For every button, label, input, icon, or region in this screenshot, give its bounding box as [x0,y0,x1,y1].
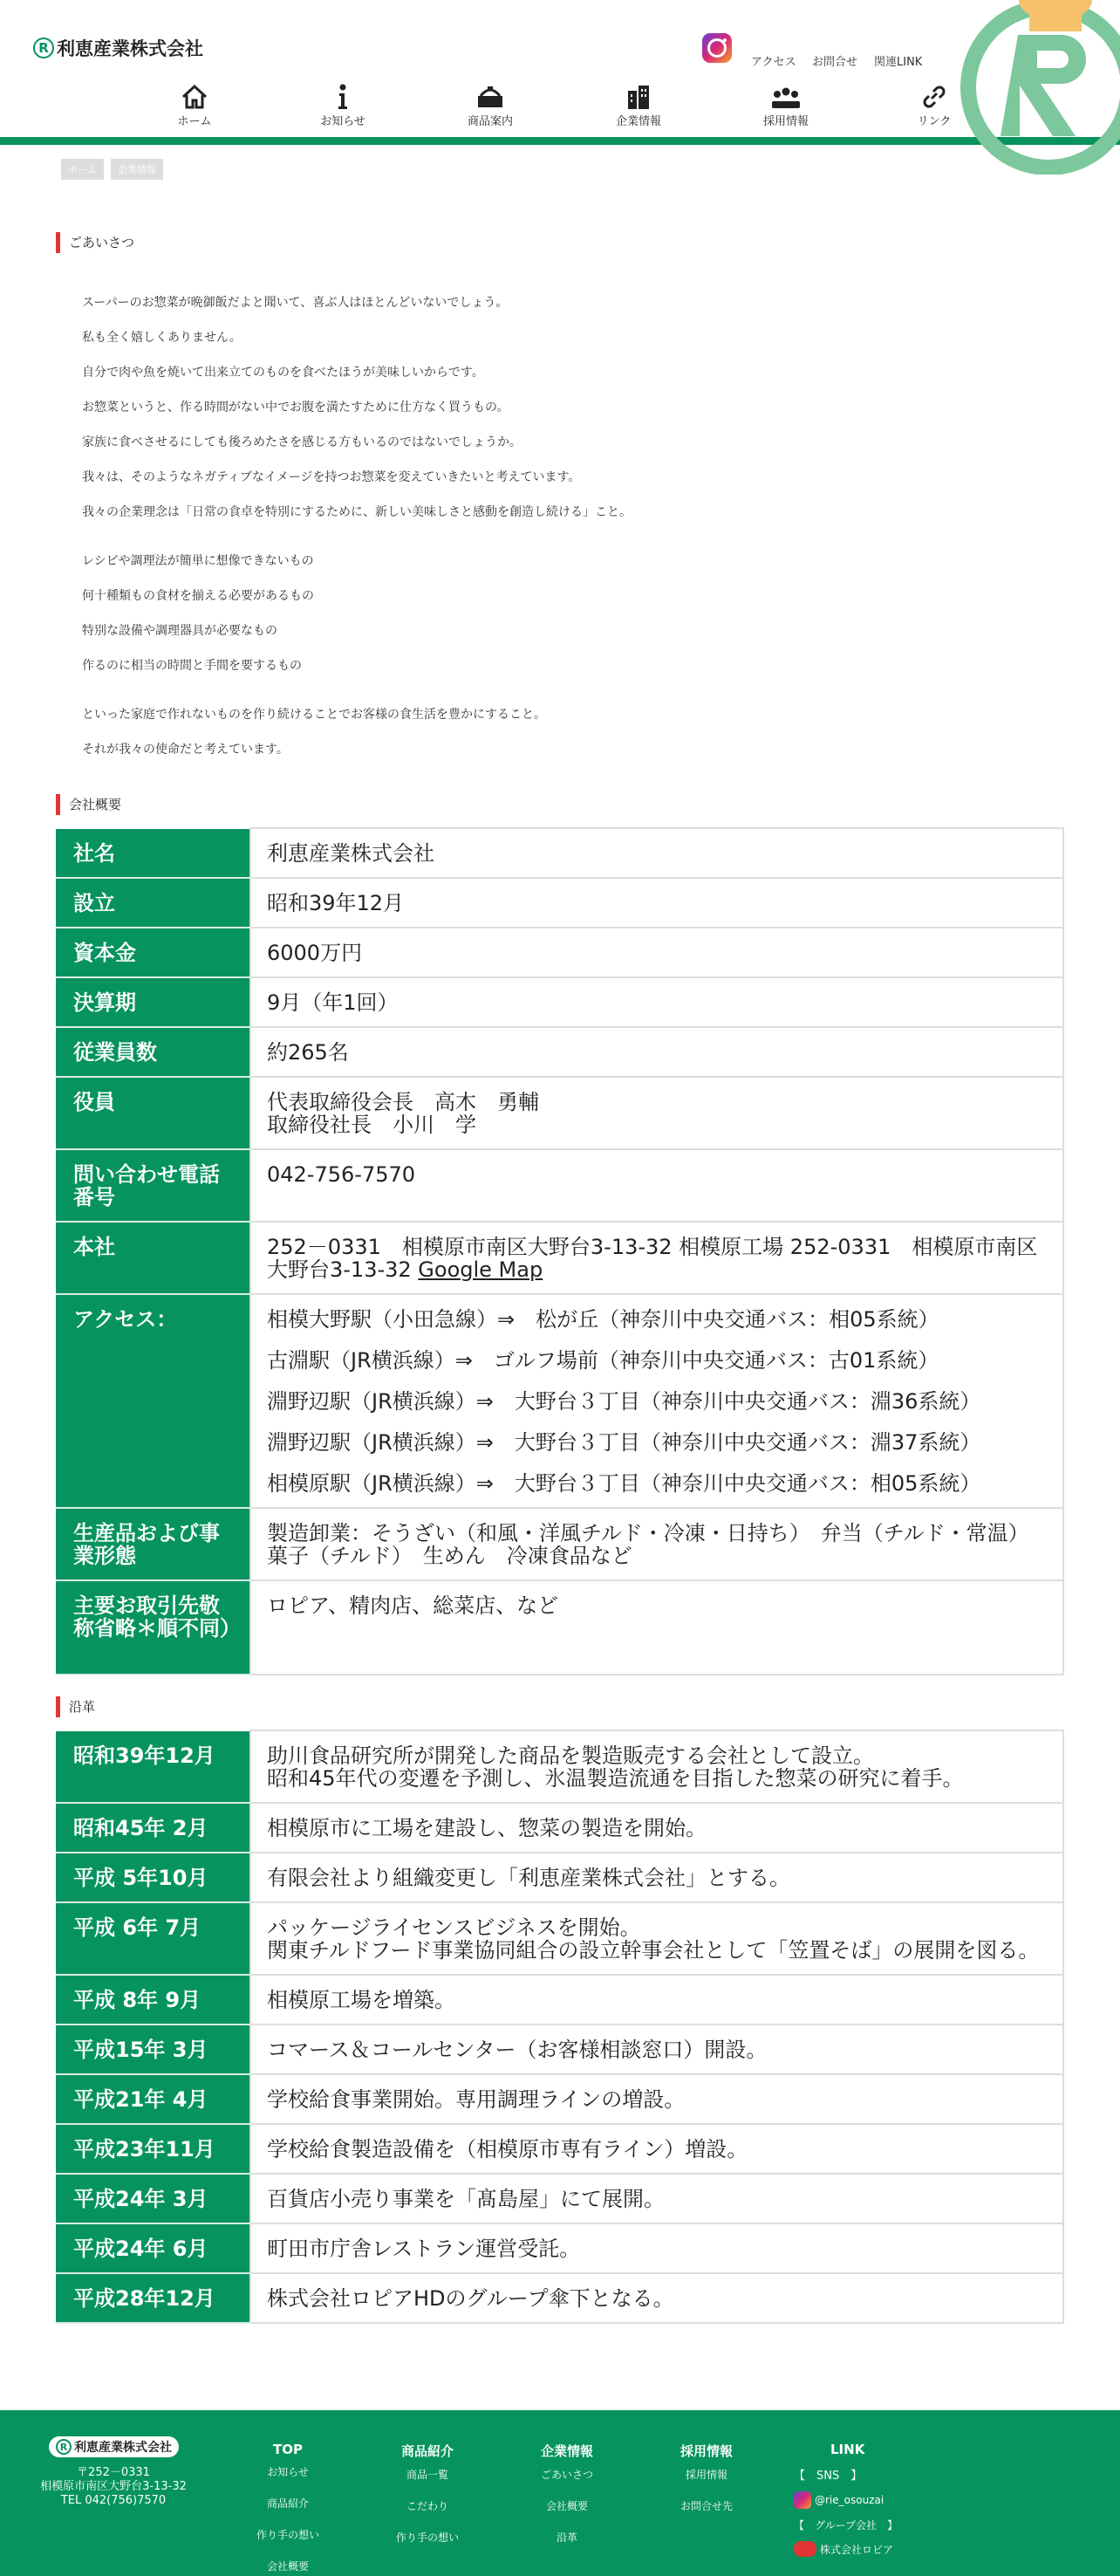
table-row [57,1027,1063,1077]
link-icon [920,84,948,110]
footer-tel: TEL 042(756)7570 [60,2494,167,2507]
logo-mark-icon: R [56,2439,72,2455]
footer-link[interactable]: 作り手の想い [256,2529,319,2541]
row-label: 主要お取引先敬称省略＊順不同） [57,1580,250,1675]
instagram-icon [794,2491,811,2509]
nav-news[interactable] [282,84,404,128]
row-label: 決算期 [57,977,250,1027]
row-label: 資本金 [57,928,250,977]
table-row [57,2074,1063,2124]
greeting-line: レシピや調理法が簡単に想像できないもの [82,554,314,568]
greeting-line: それが我々の使命だと考えています。 [82,743,289,757]
info-icon [329,84,357,110]
row-value [250,1294,1063,1508]
footer-instagram-link[interactable] [794,2491,898,2509]
row-label: 平成24年 3月 [57,2174,250,2223]
related-link[interactable]: 関連LINK [874,56,923,69]
row-value: 相模原工場を増築。 [250,1975,1063,2024]
footer-group-label: 【 グループ会社 】 [794,2519,898,2531]
nav-products-label: 商品案内 [467,115,513,128]
contact-link[interactable]: お問合せ [812,56,858,69]
greeting-line: といった家庭で作れないものを作り続けることでお客様の食生活を豊かにすること。 [82,708,546,722]
home-icon [181,84,208,110]
row-value: ロピア、精肉店、総菜店、など [250,1580,1063,1675]
row-label: 平成23年11月 [57,2124,250,2174]
history-line: 昭和45年代の変遷を予測し、氷温製造流通を目指した惣菜の研究に着手。 [267,1766,964,1791]
footer-link[interactable]: お知らせ [267,2466,309,2478]
table-row [57,1077,1063,1149]
row-value: 学校給食事業開始。専用調理ラインの増設。 [250,2074,1063,2124]
address-text: 252－0331 相模原市南区大野台3-13-32 相模原工場 252-0331 相模原市南区大野台3-13-32 [267,1235,1038,1282]
row-label: アクセス： [57,1294,250,1508]
footer-link-column [794,2442,898,2566]
nav-link[interactable] [873,84,995,128]
row-value: 約265名 [250,1027,1063,1077]
footer-link-heading: LINK [830,2442,865,2457]
footer-link[interactable]: 沿革 [556,2531,577,2544]
row-value: 利恵産業株式会社 [250,828,1063,878]
row-label: 問い合わせ電話番号 [57,1149,250,1222]
table-row [57,828,1063,878]
nav-company-label: 企業情報 [615,115,661,128]
row-value [250,1222,1063,1294]
nav-news-label: お知らせ [320,115,365,128]
row-label: 本社 [57,1222,250,1294]
row-value: コマース＆コールセンター（お客様相談窓口）開設。 [250,2024,1063,2074]
footer-col-heading[interactable]: TOP [273,2442,303,2457]
overview-table [56,827,1064,1675]
row-value: 9月（年1回） [250,977,1063,1027]
footer-col-products [366,2442,488,2561]
footer-link[interactable]: ごあいさつ [540,2469,593,2481]
footer-logo-text: 利恵産業株式会社 [74,2441,172,2455]
greeting-line: 我々は、そのようなネガティブなイメージを持つお惣菜を変えていきたいと考えています。 [82,470,581,484]
row-label: 従業員数 [57,1027,250,1077]
logo-text: 利恵産業株式会社 [57,38,203,59]
ropia-logo-icon [794,2541,816,2557]
footer-col-heading[interactable]: 企業情報 [540,2443,593,2459]
footer-zip: 〒252－0331 [77,2466,150,2479]
overview-title: 会社概要 [56,794,121,815]
row-label: 設立 [57,878,250,928]
google-map-link[interactable]: Google Map [418,1257,543,1282]
table-row [57,1580,1063,1675]
row-label: 平成28年12月 [57,2273,250,2323]
row-value: 昭和39年12月 [250,878,1063,928]
footer-link[interactable]: 商品一覧 [406,2469,448,2481]
table-row [57,1508,1063,1580]
footer-col-heading[interactable]: 商品紹介 [400,2443,454,2459]
table-row [57,1853,1063,1902]
greeting-line: 作るのに相当の時間と手間を要するもの [82,659,302,673]
access-line: 相模原駅（JR横浜線）⇒ 大野台３丁目（神奈川中央交通バス：相05系統） [267,1471,981,1496]
footer-link[interactable]: 会社概要 [266,2560,309,2573]
table-row [57,2024,1063,2074]
access-line: 淵野辺駅（JR横浜線）⇒ 大野台３丁目（神奈川中央交通バス：淵37系統） [267,1430,981,1455]
access-line: 古淵駅（JR横浜線）⇒ ゴルフ場前（神奈川中央交通バス：古01系統） [267,1348,939,1373]
row-value: 製造卸業：そうざい（和風・洋風チルド・冷凍・日持ち） 弁当（チルド・常温） 菓子（チルド） 生めん 冷凍食品など [250,1508,1063,1580]
breadcrumb-current: 企業情報 [111,159,163,180]
building-icon [625,84,652,110]
greeting-line: 特別な設備や調理器具が必要なもの [82,624,277,638]
footer-link[interactable]: こだわり [406,2500,448,2512]
footer-street: 相模原市南区大野台3-13-32 [40,2480,187,2493]
nav-recruit-label: 採用情報 [762,115,809,128]
greeting-line: 何十種類もの食材を揃える必要があるもの [82,589,314,603]
history-table [56,1730,1064,2324]
history-title: 沿革 [56,1696,95,1717]
footer-link[interactable]: 商品紹介 [266,2497,309,2510]
table-row [57,1975,1063,2024]
access-link[interactable]: アクセス [751,56,796,69]
row-label: 生産品および事業形態 [57,1508,250,1580]
nav-products[interactable] [429,84,551,128]
footer-link[interactable]: 会社概要 [545,2500,588,2512]
greeting-line: 家族に食べさせるにしても後ろめたさを感じる方もいるのではないでしょうか。 [82,435,522,449]
table-row [57,2223,1063,2273]
greeting-line: お惣菜というと、作る時間がない中でお腹を満たすために仕方なく買うもの。 [82,401,509,414]
row-label: 平成24年 6月 [57,2223,250,2273]
table-row [57,878,1063,928]
row-value: 6000万円 [250,928,1063,977]
footer-link[interactable]: 作り手の想い [395,2531,459,2544]
breadcrumb-home[interactable]: ホーム [61,159,104,180]
row-label: 役員 [57,1077,250,1149]
officer-line: 取締役社長 小川 学 [267,1113,476,1137]
row-value: 学校給食製造設備を（相模原市専有ライン）増設。 [250,2124,1063,2174]
history-line: 関東チルドフード事業協同組合の設立幹事会社として「笠置そば」の展開を図る。 [267,1938,1040,1963]
officer-line: 代表取締役会長 高木 勇輔 [267,1090,539,1114]
row-label: 社名 [57,828,250,878]
row-label: 平成15年 3月 [57,2024,250,2074]
row-value: 相模原市に工場を建設し、惣菜の製造を開始。 [250,1803,1063,1853]
people-icon [770,84,802,110]
table-row [57,977,1063,1027]
access-line: 相模大野駅（小田急線）⇒ 松が丘（神奈川中央交通バス：相05系統） [267,1307,939,1332]
row-value [250,1902,1063,1975]
access-line: 淵野辺駅（JR横浜線）⇒ 大野台３丁目（神奈川中央交通バス：淵36系統） [267,1389,981,1414]
history-line: 助川食品研究所が開発した商品を製造販売する会社として設立。 [267,1744,874,1768]
table-row [57,1730,1063,1803]
table-row [57,1803,1063,1853]
breadcrumb [61,159,163,180]
greeting-title: ごあいさつ [56,232,134,253]
row-label: 平成 8年 9月 [57,1975,250,2024]
footer-col-company [506,2442,628,2561]
nav-home[interactable] [133,84,256,128]
greeting-line: 自分で肉や魚を焼いて出来立てのものを食べたほうが美味しいからです。 [82,366,484,380]
site-footer [0,2410,1120,2576]
table-row [57,1149,1063,1222]
row-value: 有限会社より組織変更し「利恵産業株式会社」とする。 [250,1853,1063,1902]
instagram-handle: @rie_osouzai [815,2494,884,2506]
table-row [57,928,1063,977]
table-row [57,1222,1063,1294]
main-nav [0,84,1120,136]
row-value: 百貨店小売り事業を「髙島屋」にて展開。 [250,2174,1063,2223]
greeting-line: 我々の企業理念は「日常の食卓を特別にするために、新しい美味しさと感動を創造し続ける」こと。 [82,505,632,519]
footer-logo[interactable] [49,2436,179,2457]
nav-home-label: ホーム [177,115,212,128]
row-label: 平成 6年 7月 [57,1902,250,1975]
footer-link[interactable]: お問合せ先 [680,2500,733,2512]
site-logo[interactable] [33,35,203,61]
footer-col-recruit [645,2442,768,2530]
table-row [57,2273,1063,2323]
history-line: パッケージライセンスビジネスを開始。 [267,1915,641,1940]
footer-col-heading[interactable]: 採用情報 [680,2443,733,2459]
greeting-line: 私も全く嬉しくありません。 [82,331,242,345]
row-label: 昭和39年12月 [57,1730,250,1803]
footer-group-link[interactable] [794,2541,898,2557]
food-tray-icon [475,84,505,110]
group-company-name: 株式会社ロピア [820,2543,894,2556]
row-value [250,1077,1063,1149]
site-header [0,0,1120,145]
footer-col-top [227,2442,349,2576]
table-row [57,1902,1063,1975]
row-label: 平成21年 4月 [57,2074,250,2124]
row-value [250,1730,1063,1803]
footer-address [26,2466,201,2508]
table-row [57,2124,1063,2174]
greeting-line: スーパーのお惣菜が晩御飯だよと聞いて、喜ぶ人はほとんどいないでしょう。 [82,296,509,310]
logo-mark-icon: R [33,38,54,58]
instagram-icon[interactable] [702,33,732,63]
row-value: 町田市庁舎レストラン運営受託。 [250,2223,1063,2273]
nav-recruit[interactable] [725,84,847,128]
row-value: 042-756-7570 [250,1149,1063,1222]
nav-company[interactable] [577,84,700,128]
row-label: 平成 5年10月 [57,1853,250,1902]
table-row [57,2174,1063,2223]
row-label: 昭和45年 2月 [57,1803,250,1853]
footer-sns-label: 【 SNS 】 [794,2470,863,2483]
footer-link[interactable]: 採用情報 [685,2469,727,2481]
nav-link-label: リンク [917,115,952,128]
row-value: 株式会社ロピアHDのグループ傘下となる。 [250,2273,1063,2323]
table-row [57,1294,1063,1508]
